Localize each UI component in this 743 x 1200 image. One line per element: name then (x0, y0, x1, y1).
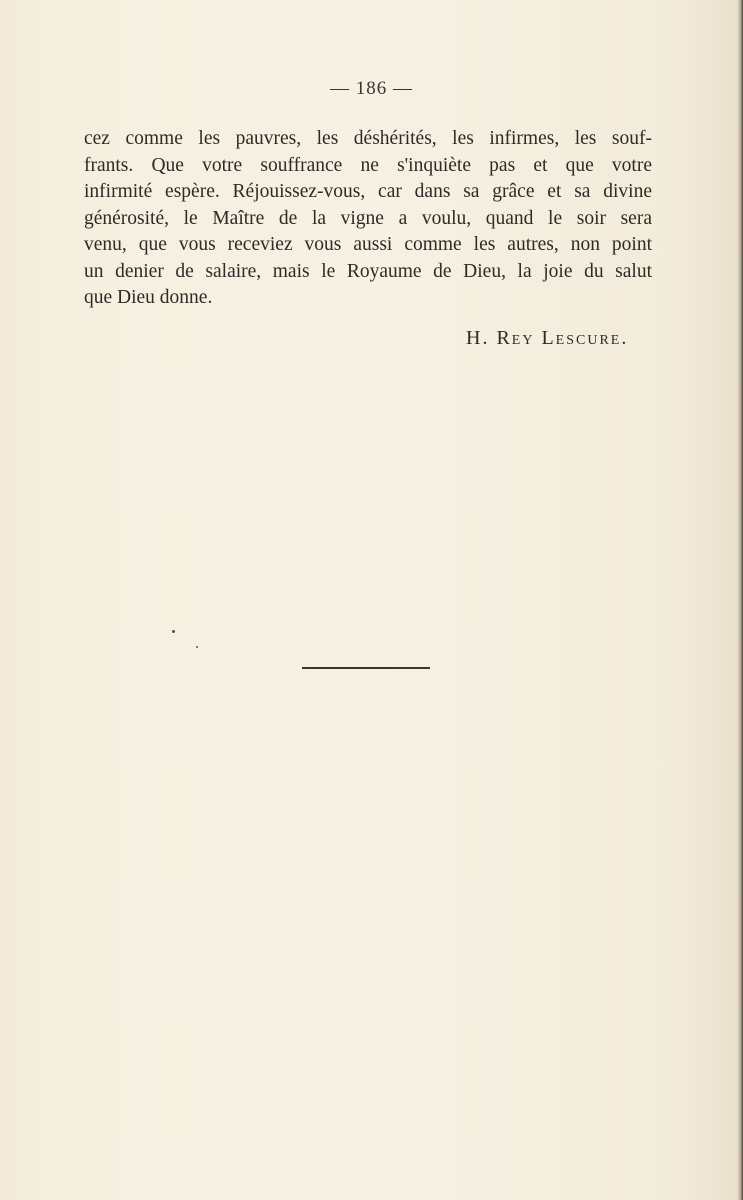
text-line: que Dieu donne. (84, 287, 213, 308)
page-number: — 186 — (330, 78, 413, 99)
body-paragraph (84, 126, 652, 312)
text-line: infirmité espère. Réjouissez-vous, car dans sa grâce et sa divine (84, 181, 652, 202)
end-rule (302, 667, 430, 669)
text-line: cez comme les pauvres, les déshérités, les infirmes, les souf- (84, 128, 652, 149)
text-line: un denier de salaire, mais le Royaume de Dieu, la joie du salut (84, 260, 652, 282)
author-signature: H. Rey Lescure. (466, 327, 629, 349)
ink-speck (196, 646, 198, 648)
page-edge (737, 0, 743, 1200)
ink-speck (172, 630, 175, 633)
text-line: générosité, le Maître de la vigne a voulu, quand le soir sera (84, 207, 652, 229)
text-line: frants. Que votre souffrance ne s'inquiète pas et que votre (84, 154, 652, 176)
text-line: venu, que vous receviez vous aussi comme les autres, non point (84, 234, 652, 255)
